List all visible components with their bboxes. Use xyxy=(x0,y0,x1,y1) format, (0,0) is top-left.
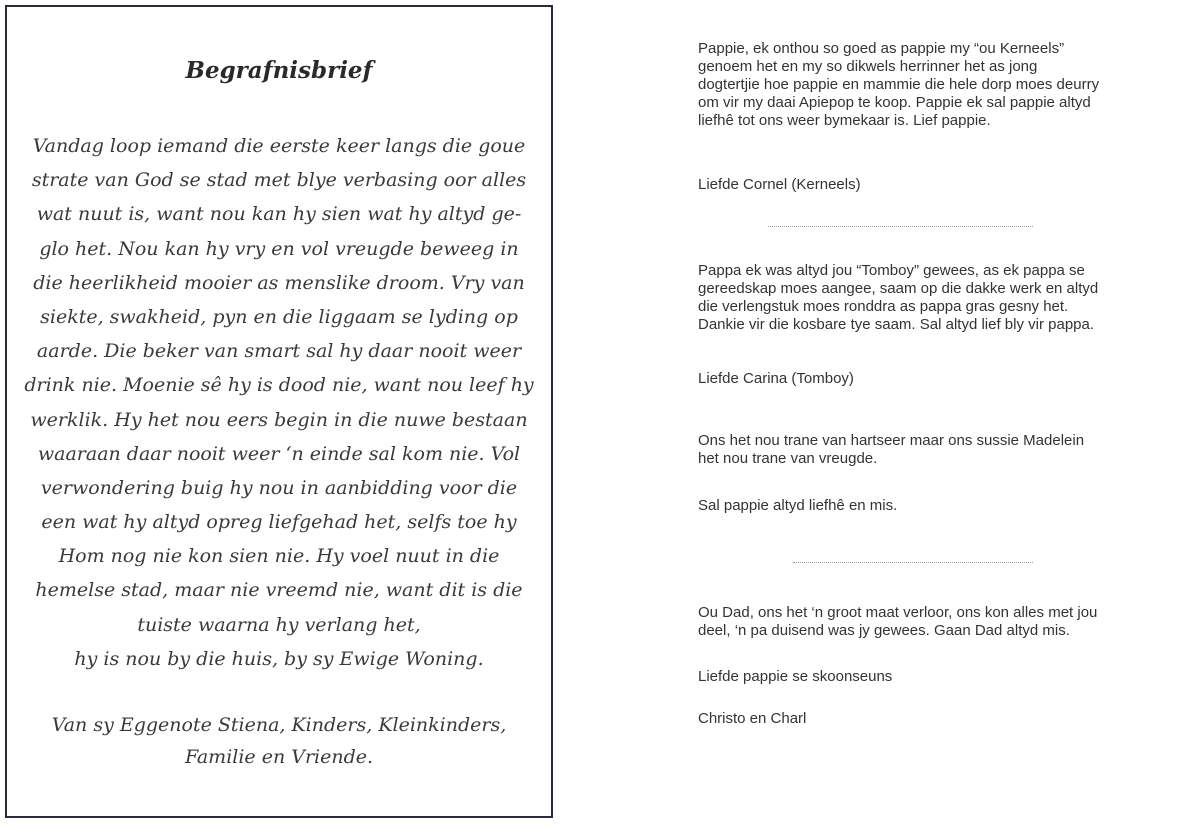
poem-line: Vandag loop iemand die eerste keer langs die goue xyxy=(32,135,526,157)
poem-line: drink nie. Moenie sê hy is dood nie, want nou leef hy xyxy=(24,374,534,397)
cornel-signature: Liefde Cornel (Kerneels) xyxy=(698,176,861,193)
message-line: die verlengstuk moes ronddra as pappa gras gesny het. xyxy=(698,298,1069,315)
poem-line: tuiste waarna hy verlang het, xyxy=(137,613,421,636)
message-line: Ou Dad, ons het ‘n groot maat verloor, ons kon alles met jou xyxy=(698,604,1098,621)
carina-message xyxy=(698,262,1098,334)
madelein-message xyxy=(698,432,1084,468)
poem-line: verwondering buig hy nou in aanbidding voor die xyxy=(40,476,518,499)
poem-line: hy is nou by die huis, by sy Ewige Woning. xyxy=(74,647,484,670)
poem-line: glo het. Nou kan hy vry en vol vreugde beweeg in xyxy=(39,237,519,260)
cornel-message xyxy=(698,40,1099,130)
message-line: om vir my daai Apiepop te koop. Pappie ek sal pappie altyd xyxy=(698,94,1091,111)
poem-line: strate van God se stad met blye verbasing oor alles xyxy=(31,169,527,192)
message-line: Pappa ek was altyd jou “Tomboy” gewees, as ek pappa se xyxy=(698,262,1085,279)
carina-signature: Liefde Carina (Tomboy) xyxy=(698,370,854,387)
tribute-messages-panel xyxy=(698,40,1198,780)
poem-line: wat nuut is, want nou kan hy sien wat hy altyd ge- xyxy=(36,203,522,226)
poem-line: siekte, swakheid, pyn en die liggaam se lyding op xyxy=(40,305,518,328)
message-line: deel, ‘n pa duisend was jy gewees. Gaan Dad altyd mis. xyxy=(698,622,1070,639)
poem-line: hemelse stad, maar nie vreemd nie, want dit is die xyxy=(35,579,523,602)
funeral-letter-signoff xyxy=(7,709,551,773)
message-line: gereedskap moes aangee, saam op die dakke werk en altyd xyxy=(698,280,1099,297)
section-divider xyxy=(793,562,1033,563)
section-divider xyxy=(768,226,1033,227)
poem-line: die heerlikheid mooier as menslike droom. Vry van xyxy=(33,271,525,294)
sons-in-law-message xyxy=(698,604,1097,640)
poem-line: een wat hy altyd opreg liefgehad het, selfs toe hy xyxy=(41,511,517,534)
poem-line: werklik. Hy het nou eers begin in die nuwe bestaan xyxy=(30,408,528,431)
message-line: genoem het en my so dikwels herrinner het as jong xyxy=(698,58,1038,75)
funeral-letter-title: Begrafnisbrief xyxy=(185,57,373,84)
message-line: het nou trane van vreugde. xyxy=(698,450,878,467)
funeral-letter-panel xyxy=(5,5,553,818)
poem-line: aarde. Die beker van smart sal hy daar nooit weer xyxy=(36,340,522,363)
signoff-line: Familie en Vriende. xyxy=(184,746,374,768)
sons-in-law-names: Christo en Charl xyxy=(698,710,807,727)
signoff-line: Van sy Eggenote Stiena, Kinders, Kleinkinders, xyxy=(51,714,507,736)
sons-in-law-signature: Liefde pappie se skoonseuns xyxy=(698,668,893,685)
poem-line: waaraan daar nooit weer ‘n einde sal kom nie. Vol xyxy=(37,442,521,465)
madelein-signature: Sal pappie altyd liefhê en mis. xyxy=(698,497,898,514)
message-line: dogtertjie hoe pappie en mammie die hele dorp moes deurry xyxy=(698,76,1100,93)
funeral-poem xyxy=(7,129,551,676)
message-line: Dankie vir die kosbare tye saam. Sal altyd lief bly vir pappa. xyxy=(698,316,1095,333)
message-line: Pappie, ek onthou so goed as pappie my “ou Kerneels” xyxy=(698,40,1065,57)
poem-line: Hom nog nie kon sien nie. Hy voel nuut in die xyxy=(58,545,500,568)
message-line: Ons het nou trane van hartseer maar ons sussie Madelein xyxy=(698,432,1085,449)
message-line: liefhê tot ons weer bymekaar is. Lief pappie. xyxy=(698,112,991,129)
